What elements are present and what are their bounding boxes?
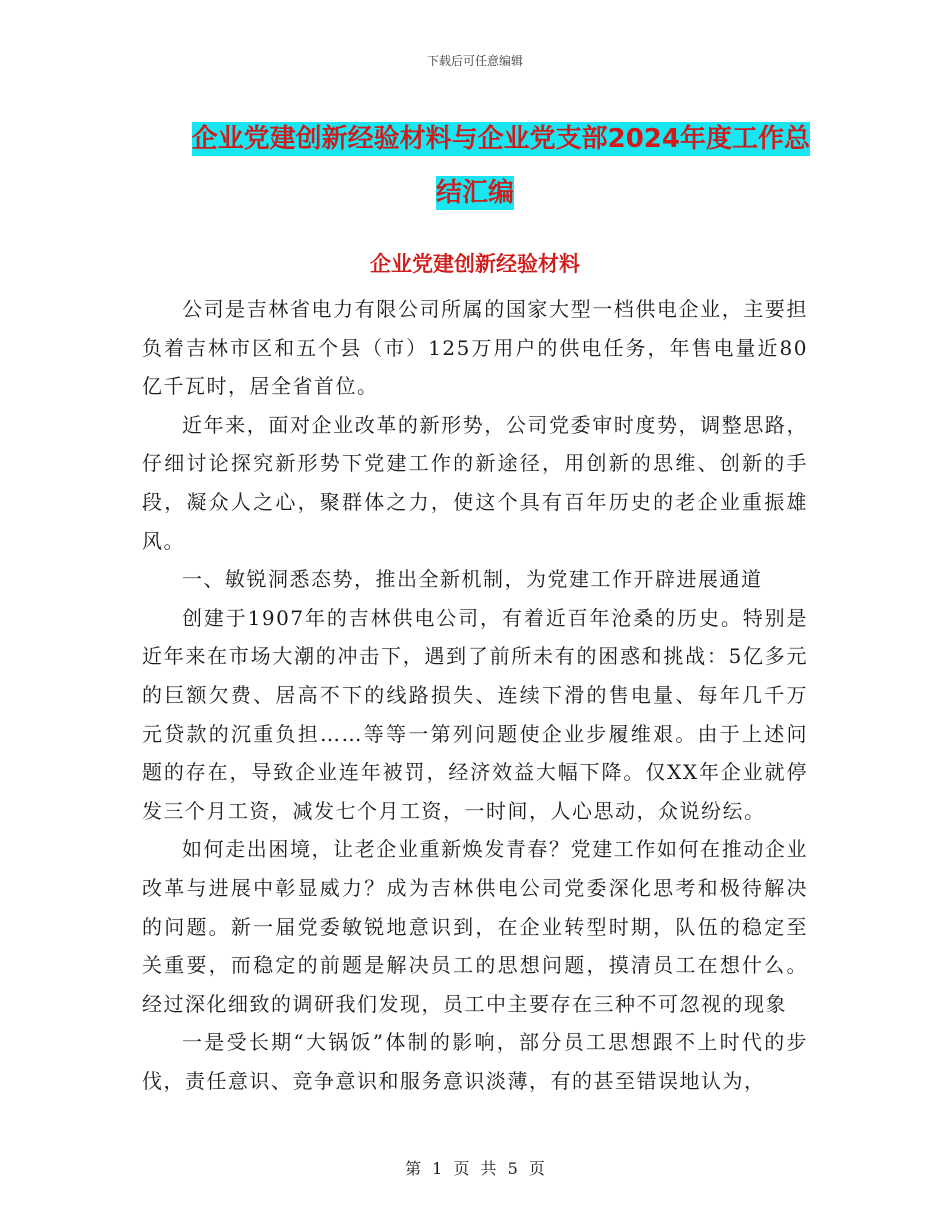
section-heading: 企业党建创新经验材料: [370, 252, 580, 276]
body-paragraph: 一、敏锐洞悉态势，推出全新机制，为党建工作开辟进展通道: [182, 567, 763, 592]
body-paragraph: 近年来，面对企业改革的新形势，公司党委审时度势，调整思路，仔细讨论探究新形势下党建工作的新途径，用创新的思维、创新的手段，凝众人之心，聚群体之力，使这个具有百年历史的老企业重振雄风。: [142, 412, 808, 553]
body-paragraph: 一是受长期“大锅饭”体制的影响，部分员工思想跟不上时代的步伐，责任意识、竞争意识和服务意识淡薄，有的甚至错误地认为，: [142, 1030, 808, 1093]
body-paragraph: 创建于1907年的吉林供电公司，有着近百年沧桑的历史。特别是近年来在市场大潮的冲击下，遇到了前所未有的困惑和挑战：5亿多元的巨额欠费、居高不下的线路损失、连续下滑的售电量、每年几千万元贷款的沉重负担……等等一第列问题使企业步履维艰。由于上述问题的存在，导致企业连年被罚，经济效益大幅下降。仅XX年企业就停发三个月工资，减发七个月工资，一时间，人心思动，众说纷纭。: [142, 605, 808, 823]
page-header-note: 下载后可任意编辑: [426, 54, 523, 68]
body-paragraph: 如何走出困境，让老企业重新焕发青春？党建工作如何在推动企业改革与进展中彰显威力？成为吉林供电公司党委深化思考和极待解决的问题。新一届党委敏锐地意识到，在企业转型时期，队伍的稳定至关重要，而稳定的前题是解决员工的思想问题，摸清员工在想什么。经过深化细致的调研我们发现，员工中主要存在三种不可忽视的现象: [142, 837, 808, 1016]
document-title-line-2: 结汇编: [435, 178, 514, 208]
body-paragraph: 公司是吉林省电力有限公司所属的国家大型一档供电企业，主要担负着吉林市区和五个县（市）125万用户的供电任务，年售电量近80亿千瓦时，居全省首位。: [142, 297, 808, 399]
page-footer-number: 第 1 页 共 5 页: [405, 1159, 545, 1178]
document-title-line-1: 企业党建创新经验材料与企业党支部2024年度工作总: [191, 124, 810, 154]
document-body: [142, 290, 808, 1100]
document-title: [140, 112, 810, 220]
